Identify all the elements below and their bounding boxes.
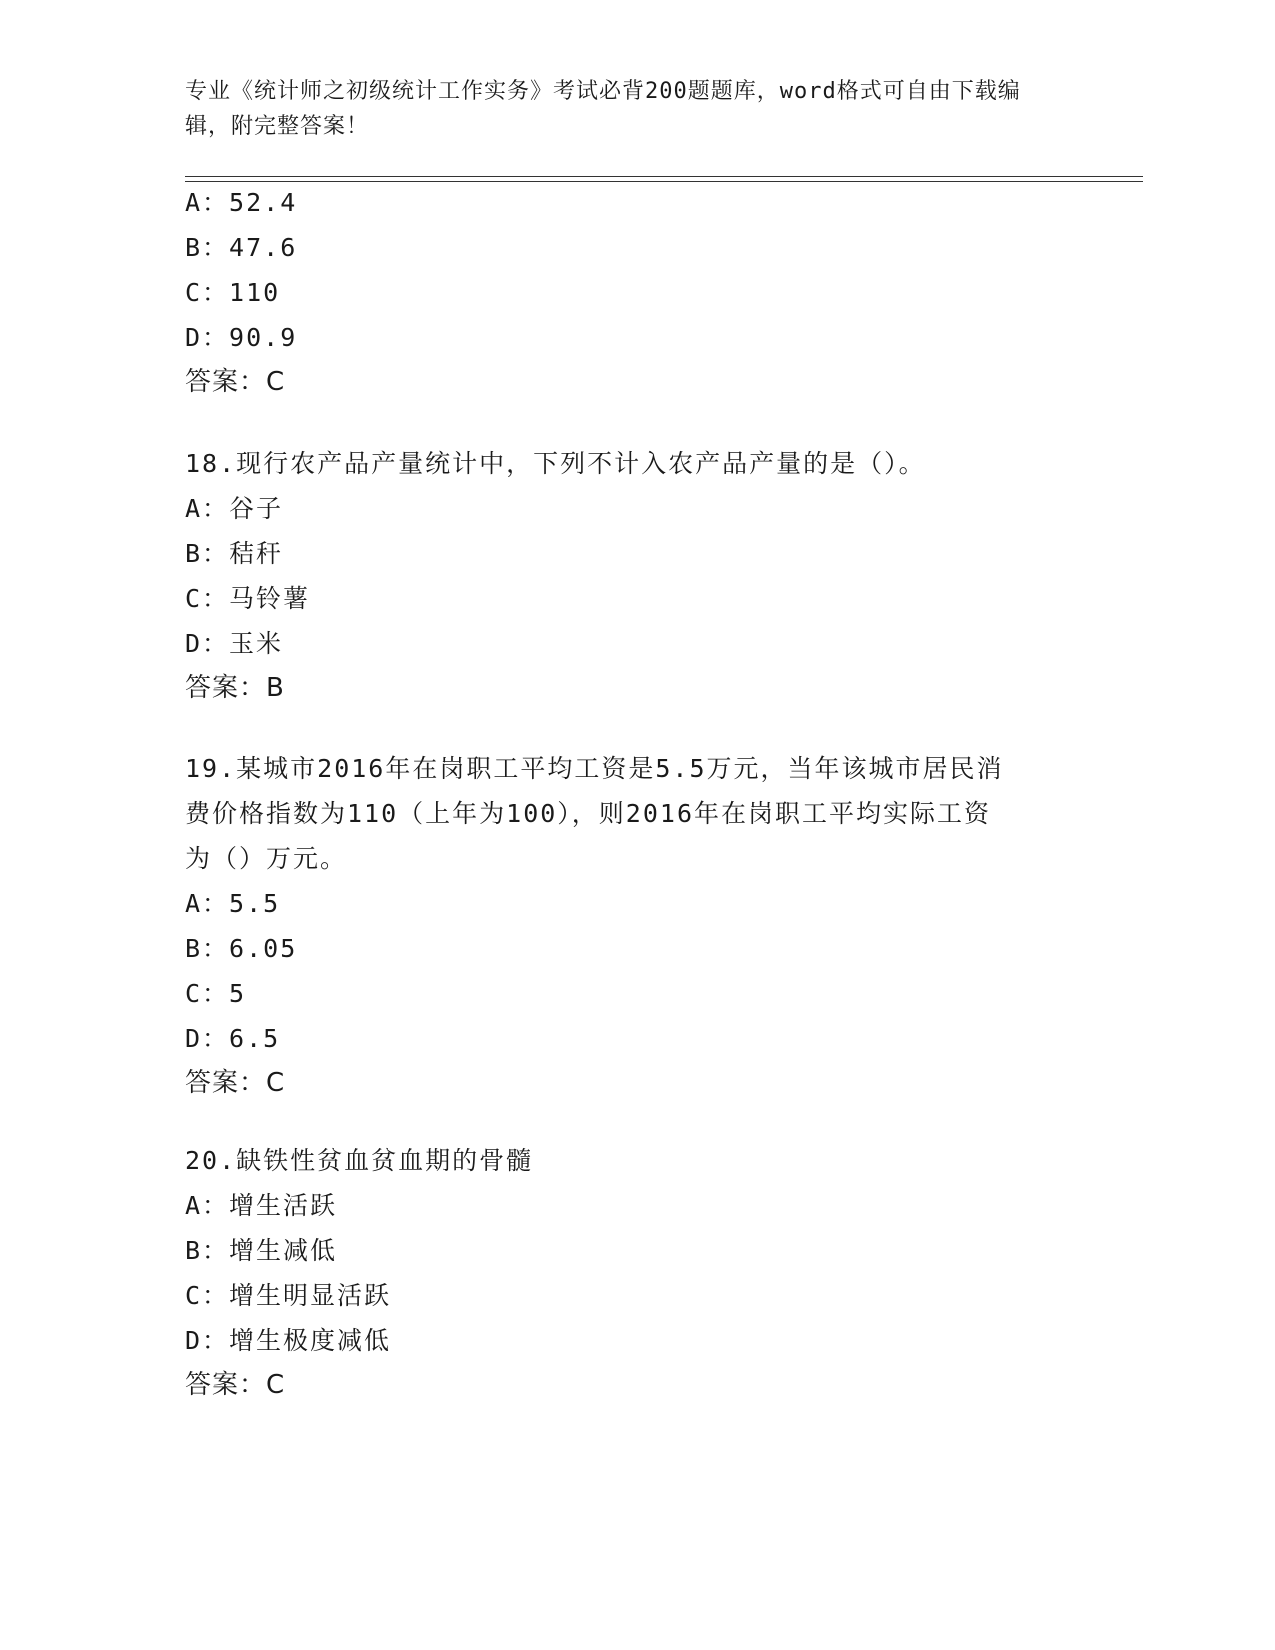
option-d: D：90.9 (185, 323, 298, 352)
option-d: D：6.5 (185, 1024, 281, 1053)
option-c: C：110 (185, 278, 281, 307)
question-20 (185, 1138, 1065, 1408)
option-b: B：增生减低 (185, 1236, 338, 1265)
option-b: B：47.6 (185, 233, 298, 262)
option-d: D：增生极度减低 (185, 1326, 392, 1355)
option-c: C：马铃薯 (185, 584, 311, 613)
question-text: 18.现行农产品产量统计中，下列不计入农产品产量的是（）。 (185, 449, 926, 478)
question-19 (185, 746, 1015, 1106)
answer: 答案：C (185, 1370, 286, 1400)
option-c: C：5 (185, 979, 247, 1008)
answer: 答案：C (185, 367, 286, 397)
question-17 (185, 180, 1065, 405)
option-b: B：6.05 (185, 934, 298, 963)
option-a: A：52.4 (185, 188, 298, 217)
question-text: 19.某城市2016年在岗职工平均工资是5.5万元，当年该城市居民消费价格指数为110（上年为100），则2016年在岗职工平均实际工资为（）万元。 (185, 754, 1004, 873)
answer: 答案：B (185, 673, 285, 703)
question-18 (185, 441, 1065, 711)
answer: 答案：C (185, 1068, 286, 1098)
option-b: B：秸秆 (185, 539, 284, 568)
option-a: A：5.5 (185, 889, 281, 918)
option-a: A：增生活跃 (185, 1191, 338, 1220)
option-a: A：谷子 (185, 494, 284, 523)
option-c: C：增生明显活跃 (185, 1281, 392, 1310)
option-d: D：玉米 (185, 629, 284, 658)
document-header: 专业《统计师之初级统计工作实务》考试必背200题题库，word格式可自由下载编辑，附完整答案！ (185, 79, 1021, 139)
question-text: 20.缺铁性贫血贫血期的骨髓 (185, 1146, 534, 1175)
